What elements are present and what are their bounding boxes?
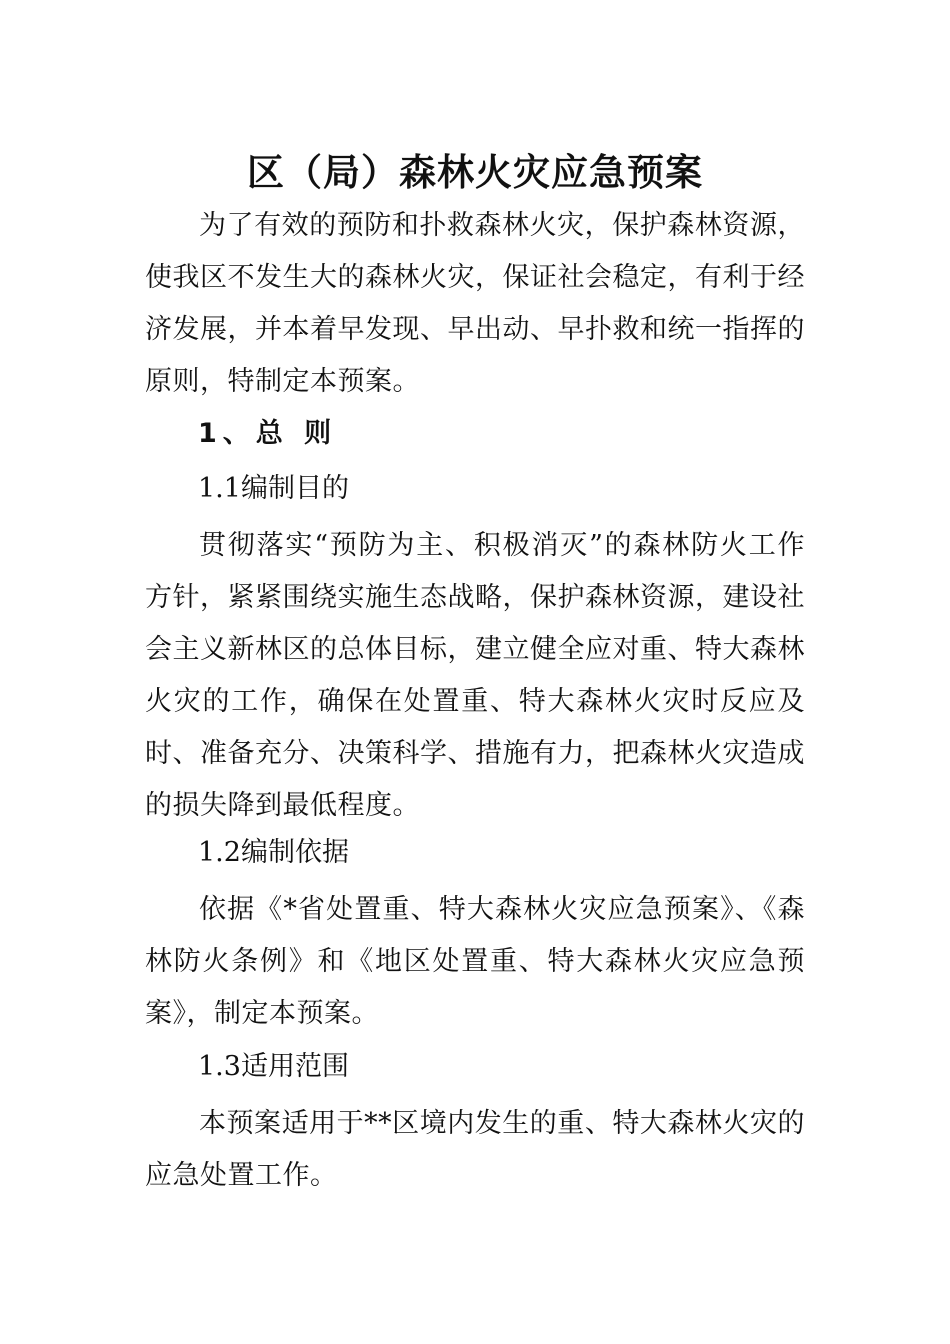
intro-paragraph: 为了有效的预防和扑救森林火灾，保护森林资源，使我区不发生大的森林火灾，保证社会稳定，有利于经济发展，并本着早发现、早出动、早扑救和统一指挥的原则，特制定本预案。 [145, 210, 805, 397]
document-title: 区（局）森林火灾应急预案 [247, 150, 703, 194]
section-1-2-body: 依据《*省处置重、特大森林火灾应急预案》、《森林防火条例》和《地区处置重、特大森林火灾应急预案》，制定本预案。 [145, 894, 805, 1029]
section-1-3-body: 本预案适用于**区境内发生的重、特大森林火灾的应急处置工作。 [145, 1108, 805, 1191]
section-1-1-body: 贯彻落实“预防为主、积极消灭”的森林防火工作方针，紧紧围绕实施生态战略，保护森林资源，建设社会主义新林区的总体目标，建立健全应对重、特大森林火灾的工作，确保在处置重、特大森林火灾时反应及时、准备充分、决策科学、措施有力，把森林火灾造成的损失降到最低程度。 [145, 530, 805, 821]
section-1-2-heading: 1.2编制依据 [198, 837, 349, 868]
section-1-heading: 1、总 则 [198, 418, 338, 449]
section-1-3-heading: 1.3适用范围 [198, 1051, 349, 1082]
section-1-1-heading: 1.1编制目的 [198, 473, 349, 504]
